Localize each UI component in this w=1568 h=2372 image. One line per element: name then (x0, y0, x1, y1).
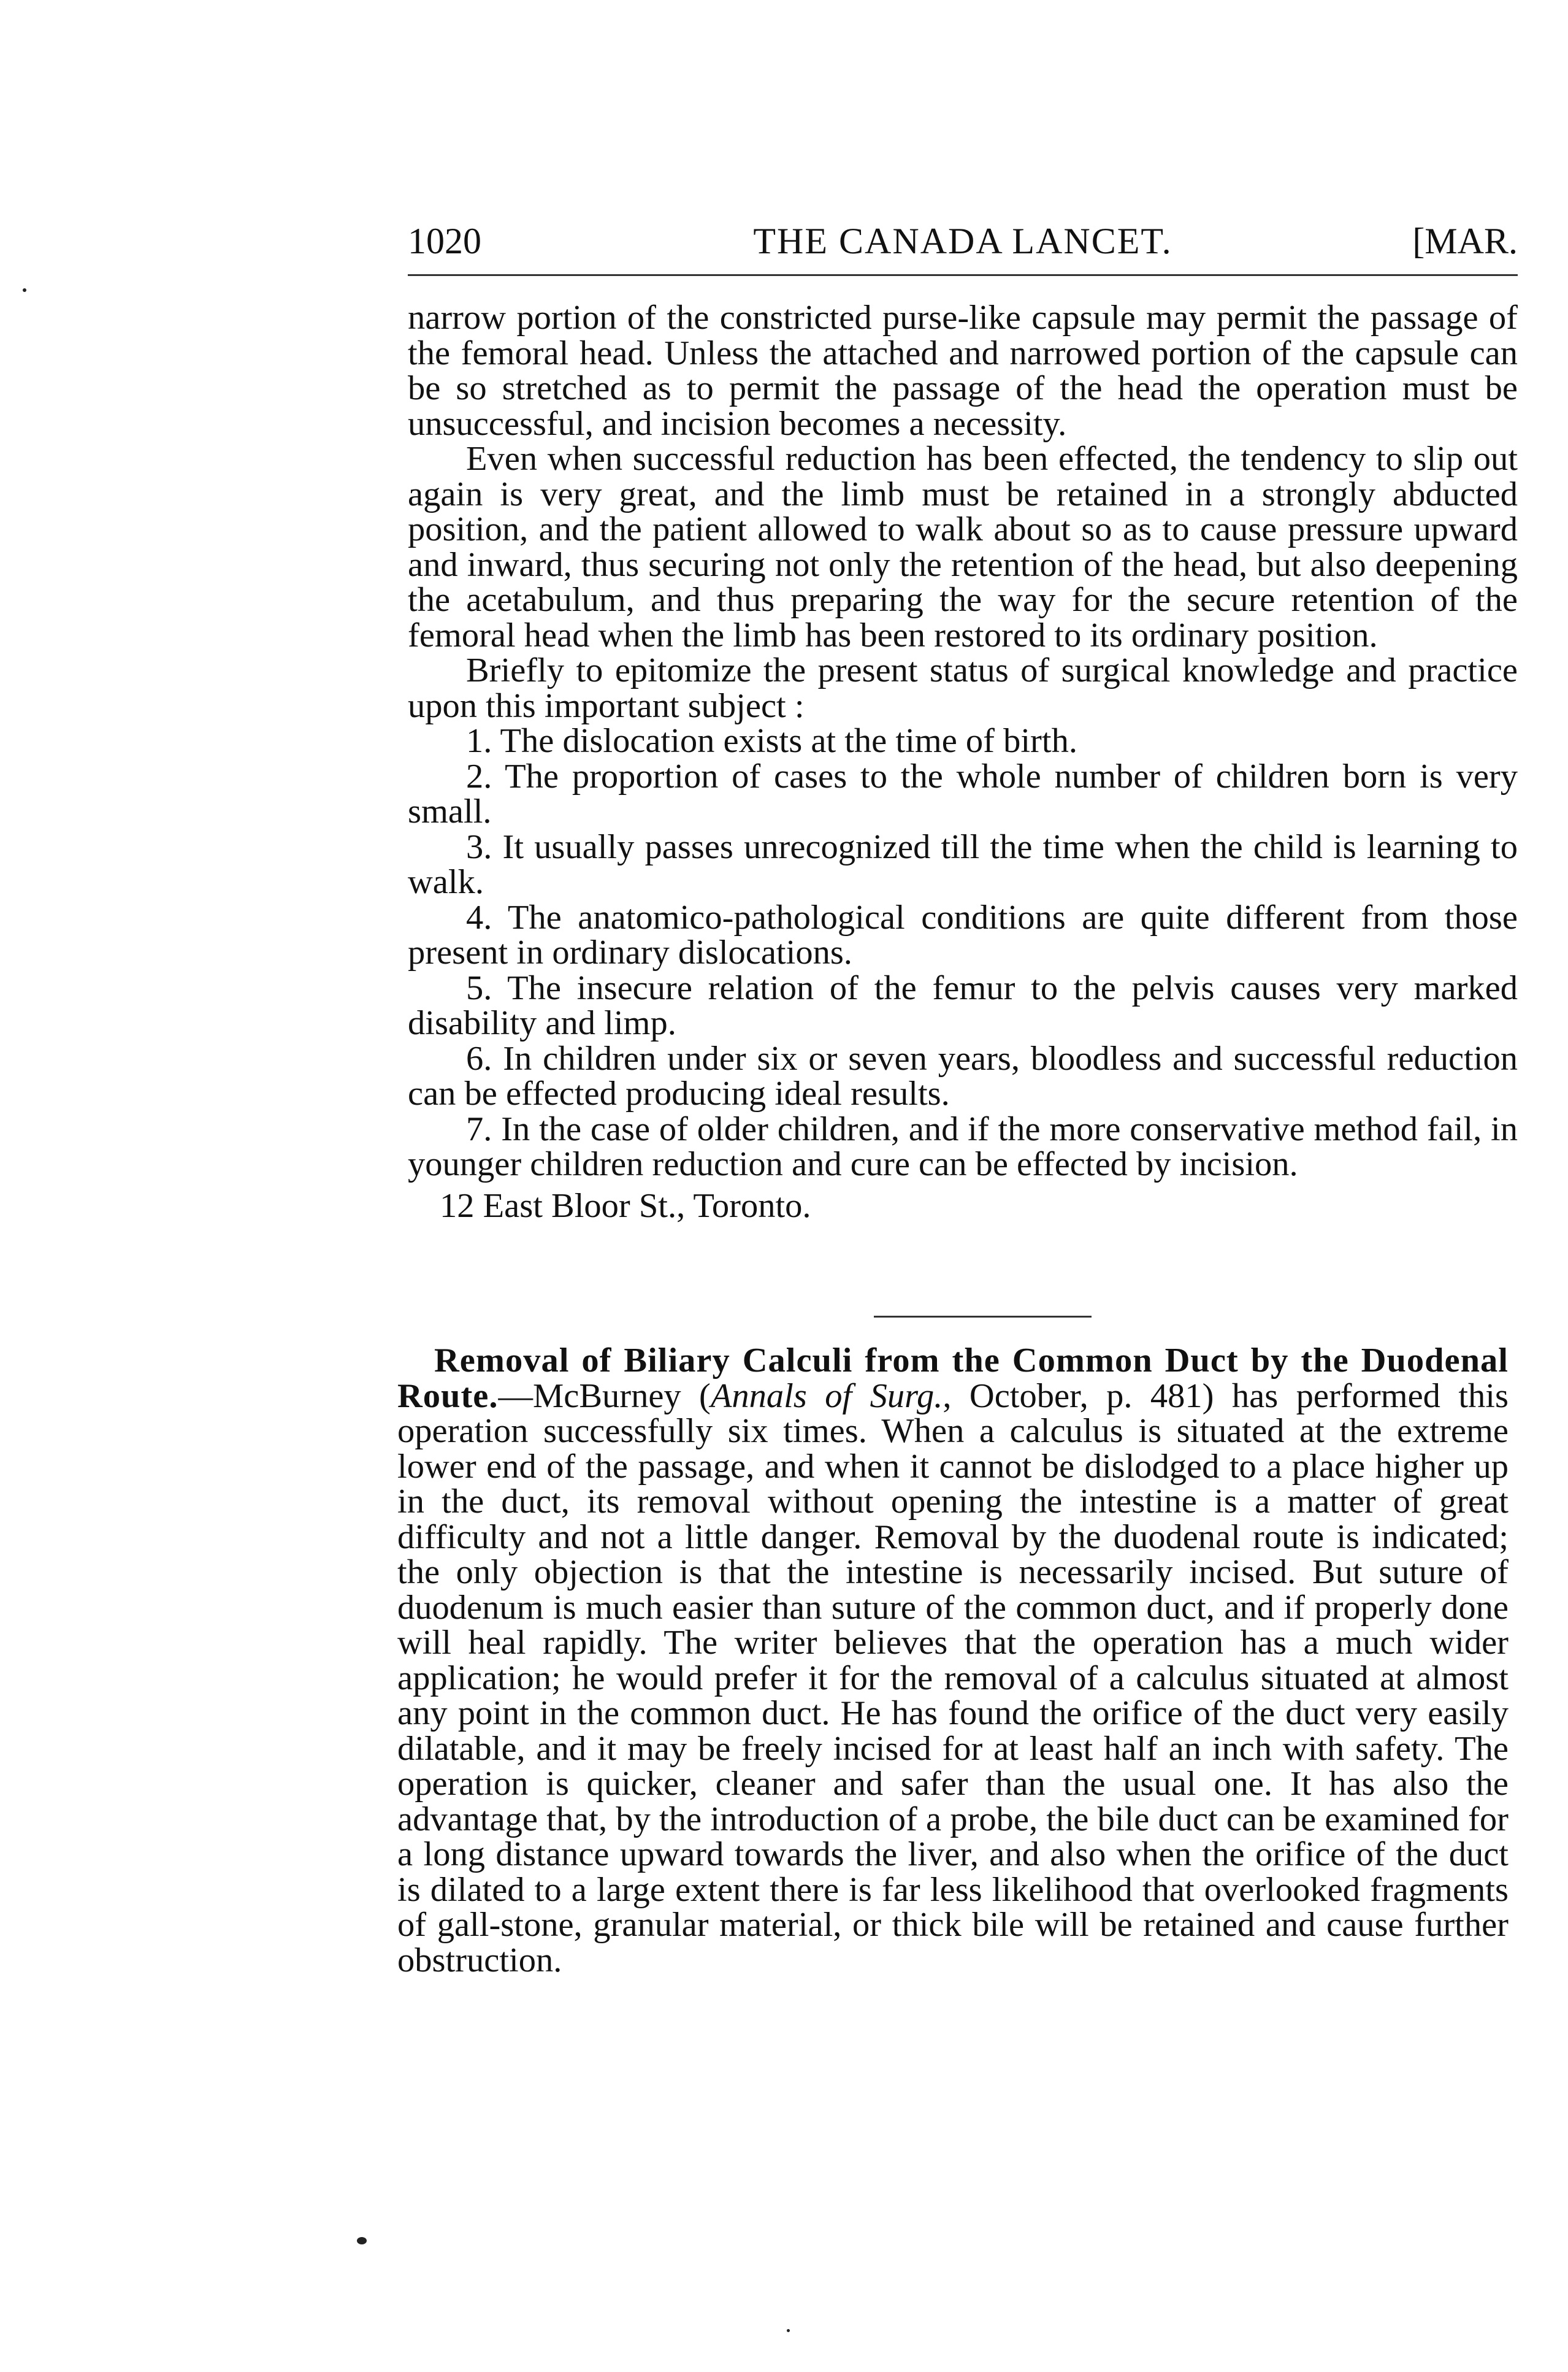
running-header (408, 213, 1518, 269)
abstract-text: , October, p. 481) has performed this operation successfully six times. When a calculus is situated at the extreme lower end of the passage, and when it cannot be dislodged to a place higher up in the duct, its removal without opening the intestine is a matter of great difficulty and not a little danger. Removal by the duodenal route is indicated; the only objection is that the intestine is necessarily incised. But suture of duodenum is much easier than suture of the common duct, and if properly done will heal rapidly. The writer believes that the operation has a much wider application; he would prefer it for the removal of a calculus situated at almost any point in the common duct. He has found the orifice of the duct very easily dilatable, and it may be freely incised for at least half an inch with safety. The operation is quicker, cleaner and safer than the usual one. It has also the advantage that, by the introduction of a probe, the bile duct can be examined for a long distance upward towards the liver, and also when the orifice of the duct is dilated to a large extent there is far less likelihood that overlooked fragments of gall-stone, granular material, or thick bile will be retained and cause further obstruction. (397, 1376, 1509, 1979)
issue-month: [MAR. (1412, 221, 1518, 261)
conclusion-item: 5. The insecure relation of the femur to the pelvis causes very marked disability and limp. (408, 969, 1518, 1042)
abstract-paragraph (397, 1343, 1509, 1978)
ink-speck (787, 2329, 790, 2332)
article-continuation (408, 301, 1518, 1224)
author-prefix: —McBurney ( (498, 1376, 711, 1415)
conclusion-item: 4. The anatomico-pathological conditions are quite different from those present in ordinary dislocations. (408, 898, 1518, 972)
header-rule (408, 274, 1518, 276)
abstract-article (397, 1343, 1509, 1978)
journal-title: THE CANADA LANCET. (753, 221, 1172, 261)
conclusion-item: 1. The dislocation exists at the time of birth. (466, 722, 1077, 760)
continuation-paragraph: narrow portion of the constricted purse-like capsule may permit the passage of the femoral head. Unless the attached and narrowed portion of the capsule can be so stretched as to permit the passage of the head the operation must be unsuccessful, and incision becomes a necessity. (408, 299, 1518, 443)
citation-journal: Annals of Surg. (710, 1376, 943, 1415)
conclusion-item: 6. In children under six or seven years, bloodless and successful reduction can be effected producing ideal results. (408, 1039, 1518, 1113)
conclusion-item: 7. In the case of older children, and if the more conservative method fail, in younger children reduction and cure can be effected by incision. (408, 1110, 1518, 1183)
paragraph: Briefly to epitomize the present status of surgical knowledge and practice upon this important subject : (408, 651, 1518, 725)
author-address: 12 East Bloor St., Toronto. (440, 1186, 811, 1225)
page-number: 1020 (408, 221, 481, 261)
article-title: Removal of Biliary Calculi from the Common Duct by the Duodenal Route. (397, 1341, 1509, 1415)
section-divider (874, 1316, 1092, 1318)
conclusion-item: 3. It usually passes unrecognized till the time when the child is learning to walk. (408, 827, 1518, 901)
paragraph: Even when successful reduction has been effected, the tendency to slip out again is very great, and the limb must be retained in a strongly abducted position, and the patient allowed to walk about so as to cause pressure upward and inward, thus securing not only the retention of the head, but also deepening the acetabulum, and thus preparing the way for the secure retention of the femoral head when the limb has been restored to its ordinary position. (408, 440, 1518, 654)
conclusion-item: 2. The proportion of cases to the whole number of children born is very small. (408, 757, 1518, 831)
ink-speck (23, 288, 26, 292)
ink-speck (357, 2237, 367, 2244)
